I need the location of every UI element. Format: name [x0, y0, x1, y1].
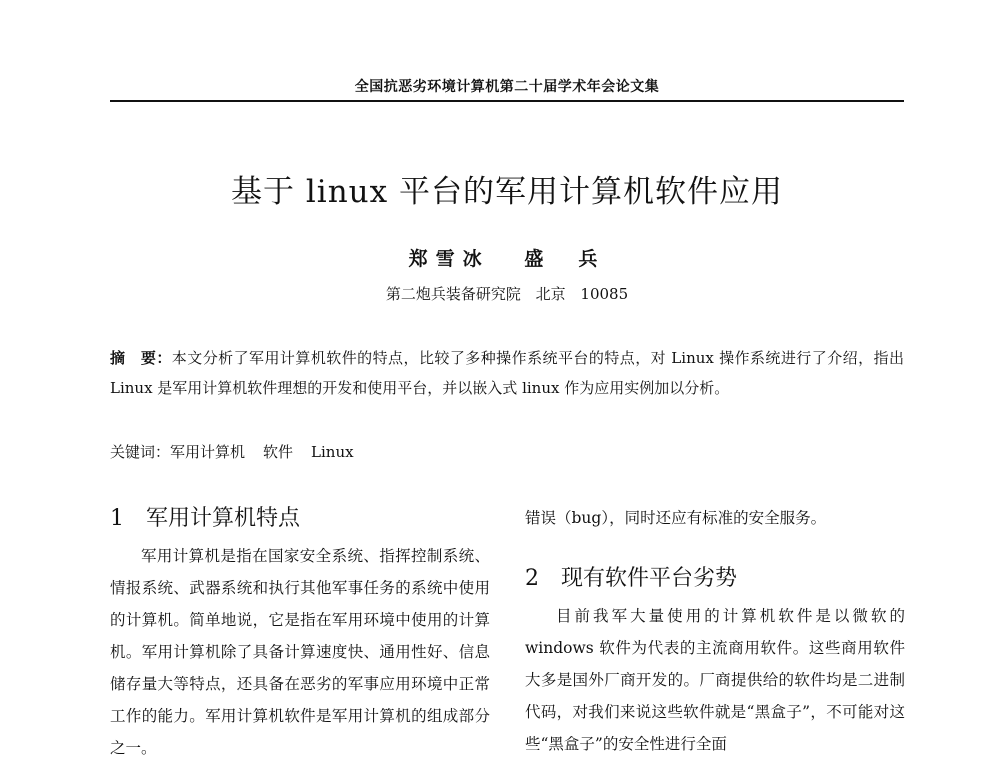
keyword: 软件: [263, 443, 294, 461]
section-title: 军用计算机特点: [146, 506, 301, 531]
continued-paragraph: 错误（bug），同时还应有标准的安全服务。: [525, 509, 827, 527]
section-body: 军用计算机是指在国家安全系统、指挥控制系统、情报系统、武器系统和执行其他军事任务的系统中使用的计算机。简单地说，它是指在军用环境中使用的计算机。军用计算机除了具备计算速度快、通用性好、信息储存量大等特点，还具备在恶劣的军事应用环境中正常工作的能力。军用计算机软件是军用计算机的组成部分之一。: [110, 547, 490, 757]
abstract: [110, 343, 904, 403]
author-list: [110, 244, 904, 271]
section-body: 目前我军大量使用的计算机软件是以微软的 windows 软件为代表的主流商用软件。这些商用软件大多是国外厂商开发的。厂商提供给的软件均是二进制代码，对我们来说这些软件就是“黑盒子”，不可能对这些“黑盒子”的安全性进行全面: [525, 607, 905, 753]
affiliation: 第二炮兵装备研究院 北京 10085: [385, 285, 629, 303]
right-column: [525, 502, 905, 760]
keywords-label: 关键词：: [110, 443, 171, 461]
paper-title: 基于 linux 平台的军用计算机软件应用: [231, 174, 783, 210]
header-rule: [110, 100, 904, 102]
keyword: Linux: [311, 443, 354, 461]
keyword: 军用计算机: [170, 443, 246, 461]
section-number: 2: [525, 566, 539, 591]
author-name: 郑雪冰: [408, 248, 490, 270]
section-heading: [525, 562, 905, 596]
keywords: [110, 441, 904, 462]
author-name: 盛 兵: [524, 248, 606, 270]
section-title: 现有软件平台劣势: [561, 566, 738, 591]
abstract-label: 摘 要：: [110, 349, 172, 367]
abstract-text: 本文分析了军用计算机软件的特点，比较了多种操作系统平台的特点，对 Linux 操作系统进行了介绍，指出 Linux 是军用计算机软件理想的开发和使用平台，并以嵌入式 linux 作为应用实例加以分析。: [110, 349, 904, 397]
left-column: [110, 502, 490, 760]
section-heading: [110, 502, 490, 536]
section-number: 1: [110, 506, 124, 531]
running-header: 全国抗恶劣环境计算机第二十届学术年会论文集: [354, 79, 660, 95]
